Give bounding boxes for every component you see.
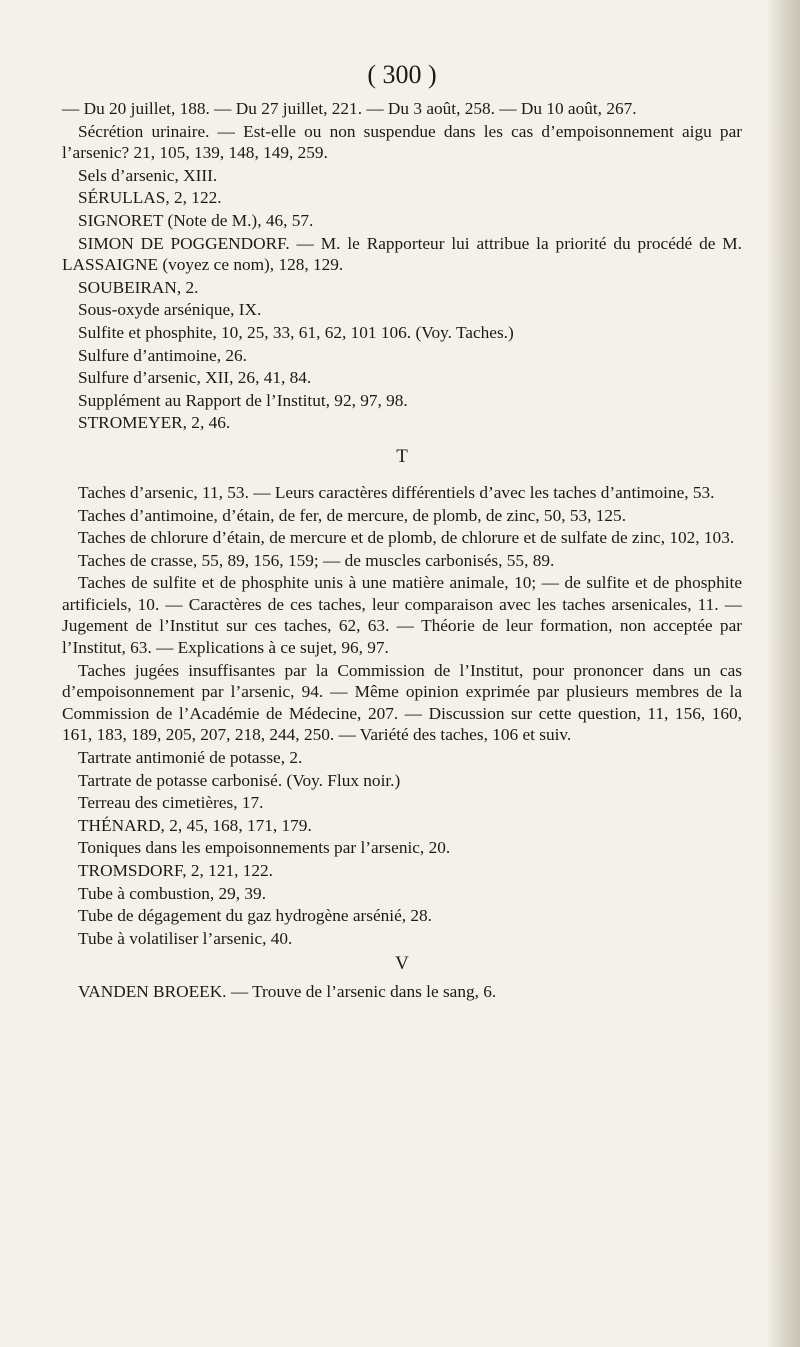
index-entry: Taches jugées insuffisantes par la Commission de l’Institut, pour prononcer dans un cas d’empoisonnement par l’arsenic, 94. — Même opinion exprimée par plusieurs membres de la Commission de l’Académie de Médecine, 207. — Discussion sur cette question, 11, 156, 160, 161, 183, 189, 205, 207, 218, 244, 250. — Variété des taches, 106 et suiv. — [62, 660, 742, 745]
index-entry: Tube à volatiliser l’arsenic, 40. — [78, 928, 293, 948]
index-entry: Toniques dans les empoisonnements par l’arsenic, 20. — [78, 838, 451, 858]
index-entry: — Du 20 juillet, 188. — Du 27 juillet, 221. — Du 3 août, 258. — Du 10 août, 267. — [62, 99, 637, 118]
index-entry: Sulfite et phosphite, 10, 25, 33, 61, 62, 101 106. (Voy. Taches.) — [78, 322, 514, 342]
section-letter-v: V — [395, 953, 409, 975]
index-entry: TROMSDORF, 2, 121, 122. — [78, 861, 273, 880]
index-entry: SOUBEIRAN, 2. — [78, 277, 199, 297]
index-entry: Tube à combustion, 29, 39. — [78, 883, 267, 903]
index-entry: Sulfure d’arsenic, XII, 26, 41, 84. — [78, 368, 312, 388]
index-entry: Sous-oxyde arsénique, IX. — [78, 300, 262, 320]
page-number: ( 300 ) — [367, 60, 437, 89]
index-entry: Taches d’arsenic, 11, 53. — Leurs caractères différentiels d’avec les taches d’antimoine, 53. — [78, 482, 715, 502]
index-entry: SIGNORET (Note de M.), 46, 57. — [78, 210, 314, 230]
index-entry: Supplément au Rapport de l’Institut, 92, 97, 98. — [78, 390, 408, 410]
index-entry: Terreau des cimetières, 17. — [78, 793, 264, 813]
index-entry: STROMEYER, 2, 46. — [78, 413, 231, 433]
index-entry: Tartrate antimonié de potasse, 2. — [78, 748, 303, 768]
index-entry: Taches de chlorure d’étain, de mercure et de plomb, de chlorure et de sulfate de zinc, 102, 103. — [78, 528, 735, 548]
section-letter-t: T — [396, 445, 408, 467]
index-entry: Sels d’arsenic, XIII. — [78, 165, 218, 185]
index-entry: Taches de sulfite et de phosphite unis à une matière animale, 10; — de sulfite et de phosphite artificiels, 10. — Caractères de ces taches, leur comparaison avec les taches arsenicales, 11. — Jugement de l’Institut sur ces taches, 62, 63. — Théorie de leur formation, non acceptée par l’Institut, 63. — Explications à ce sujet, 96, 97. — [62, 573, 742, 658]
index-entry: SÉRULLAS, 2, 122. — [78, 188, 222, 208]
index-entry: Tube de dégagement du gaz hydrogène arsénié, 28. — [78, 906, 432, 926]
index-entry: Taches d’antimoine, d’étain, de fer, de mercure, de plomb, de zinc, 50, 53, 125. — [78, 505, 627, 525]
index-entry: Taches de crasse, 55, 89, 156, 159; — de muscles carbonisés, 55, 89. — [78, 550, 555, 570]
index-entry: SIMON DE POGGENDORF. — M. le Rapporteur lui attribue la priorité du procédé de M. LASSAIGNE (voyez ce nom), 128, 129. — [62, 233, 742, 275]
index-entry: VANDEN BROEEK. — Trouve de l’arsenic dans le sang, 6. — [78, 982, 497, 1002]
index-page — [62, 60, 742, 1004]
index-entry: Sécrétion urinaire. — Est-elle ou non suspendue dans les cas d’empoisonnement aigu par l’arsenic? 21, 105, 139, 148, 149, 259. — [62, 121, 742, 163]
index-entry: Sulfure d’antimoine, 26. — [78, 345, 247, 365]
index-entry: Tartrate de potasse carbonisé. (Voy. Flux noir.) — [78, 770, 401, 790]
index-entry: THÉNARD, 2, 45, 168, 171, 179. — [78, 815, 312, 835]
page-edge-shadow — [766, 0, 800, 1347]
